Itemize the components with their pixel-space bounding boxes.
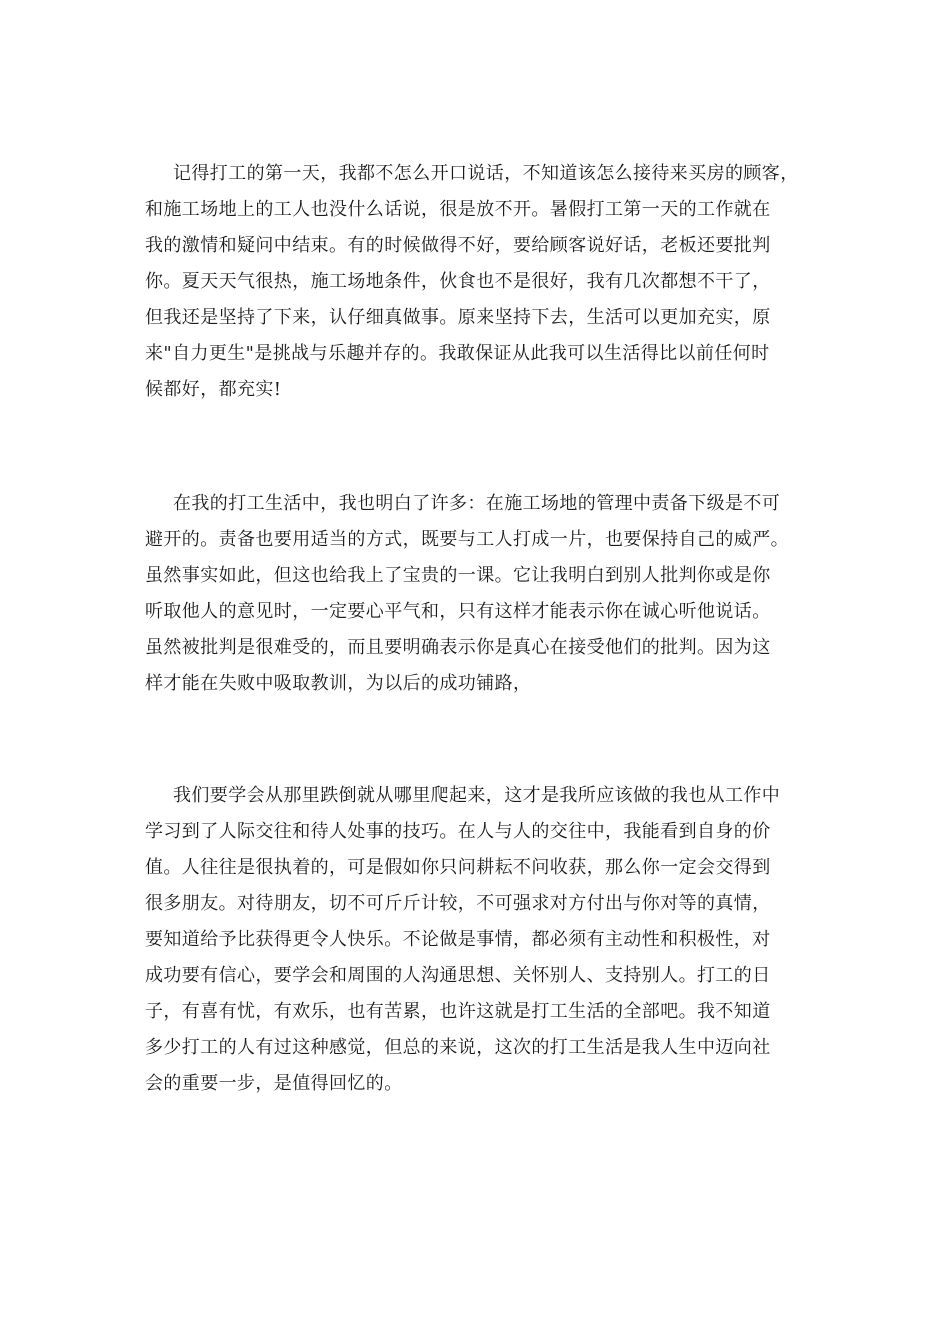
paragraph-line: 我的激情和疑问中结束。有的时候做得不好，要给顾客说好话，老板还要批判 <box>145 235 771 256</box>
paragraph-line: 候都好，都充实! <box>145 379 282 400</box>
paragraph-line: 来"自力更生"是挑战与乐趣并存的。我敢保证从此我可以生活得比以前任何时 <box>145 343 770 364</box>
paragraph-line: 学习到了人际交往和待人处事的技巧。在人与人的交往中，我能看到自身的价 <box>145 821 771 842</box>
paragraph-line: 多少打工的人有过这种感觉，但总的来说，这次的打工生活是我人生中迈向社 <box>145 1037 771 1058</box>
paragraph-line: 但我还是坚持了下来，认仔细真做事。原来坚持下去，生活可以更加充实，原 <box>145 307 771 328</box>
paragraph-line: 避开的。责备也要用适当的方式，既要与工人打成一片，也要保持自己的威严。 <box>145 529 789 550</box>
paragraph-line: 听取他人的意见时，一定要心平气和，只有这样才能表示你在诚心听他说话。 <box>145 601 771 622</box>
paragraph-line: 和施工场地上的工人也没什么话说，很是放不开。暑假打工第一天的工作就在 <box>145 199 771 220</box>
paragraph-line: 会的重要一步，是值得回忆的。 <box>145 1073 403 1094</box>
paragraph-line: 在我的打工生活中，我也明白了许多：在施工场地的管理中责备下级是不可 <box>173 493 781 514</box>
paragraph-line: 我们要学会从那里跌倒就从哪里爬起来，这才是我所应该做的我也从工作中 <box>173 785 781 806</box>
paragraph-line: 记得打工的第一天，我都不怎么开口说话，不知道该怎么接待来买房的顾客， <box>173 163 799 184</box>
paragraph-line: 成功要有信心，要学会和周围的人沟通思想、关怀别人、支持别人。打工的日 <box>145 965 771 986</box>
paragraph-line: 虽然被批判是很难受的，而且要明确表示你是真心在接受他们的批判。因为这 <box>145 637 771 658</box>
paragraph-line: 要知道给予比获得更令人快乐。不论做是事情，都必须有主动性和积极性，对 <box>145 929 771 950</box>
paragraph-line: 值。人往往是很执着的，可是假如你只问耕耘不问收获，那么你一定会交得到 <box>145 857 771 878</box>
paragraph-line: 你。夏天天气很热，施工场地条件，伙食也不是很好，我有几次都想不干了， <box>145 271 771 292</box>
paragraph-line: 子，有喜有忧，有欢乐，也有苦累，也许这就是打工生活的全部吧。我不知道 <box>145 1001 771 1022</box>
paragraph-line: 很多朋友。对待朋友，切不可斤斤计较，不可强求对方付出与你对等的真情， <box>145 893 771 914</box>
paragraph-line: 样才能在失败中吸取教训，为以后的成功铺路， <box>145 673 532 694</box>
paragraph-line: 虽然事实如此，但这也给我上了宝贵的一课。它让我明白到别人批判你或是你 <box>145 565 771 586</box>
